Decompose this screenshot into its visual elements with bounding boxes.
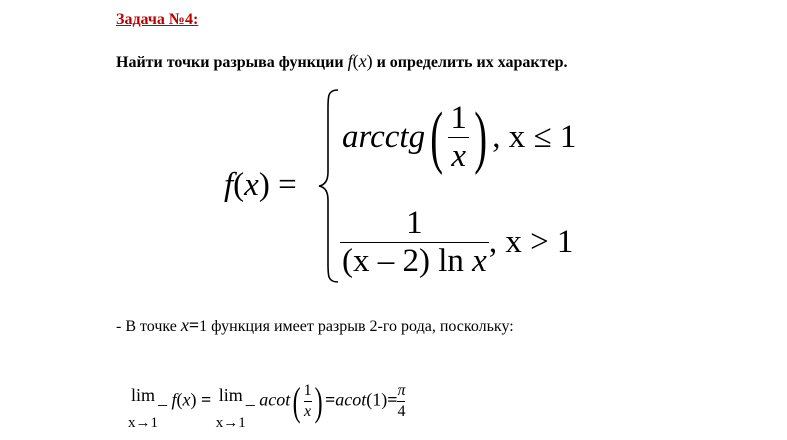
- point-statement: - В точке x=1 функция имеет разрыв 2-го рода, поскольку:: [116, 315, 514, 335]
- task-tail: и определить их характер.: [376, 54, 568, 71]
- task-func-f: f: [347, 51, 353, 71]
- task-heading: Задача №4:: [116, 11, 199, 28]
- case1-fraction: $\frac{1}{x}$: [450, 99, 467, 174]
- limit-expression: lim x→1 – f(x) = lim x→1 – acot( $\frac{1}{x}$ ) =acot(1)= $\frac{\pi}{4}$: [128, 379, 406, 431]
- case2-fraction: $\frac{1}{\text{(x – 2) ln x}}$: [342, 204, 487, 279]
- curly-brace-icon: [316, 88, 342, 284]
- piecewise-case-2: $\frac{1}{\text{(x – 2) ln x}}$ , x > 1: [342, 204, 574, 279]
- task-func-x: x: [358, 51, 367, 71]
- task-text: Найти точки разрыва функции: [116, 54, 344, 71]
- task-statement: Найти точки разрыва функции f(x) и определить их характер.: [116, 51, 568, 71]
- piecewise-case-1: arcctg ( $\frac{1}{x}$ ) , x ≤ 1: [342, 98, 577, 176]
- piecewise-lhs: f(x) =: [224, 167, 297, 203]
